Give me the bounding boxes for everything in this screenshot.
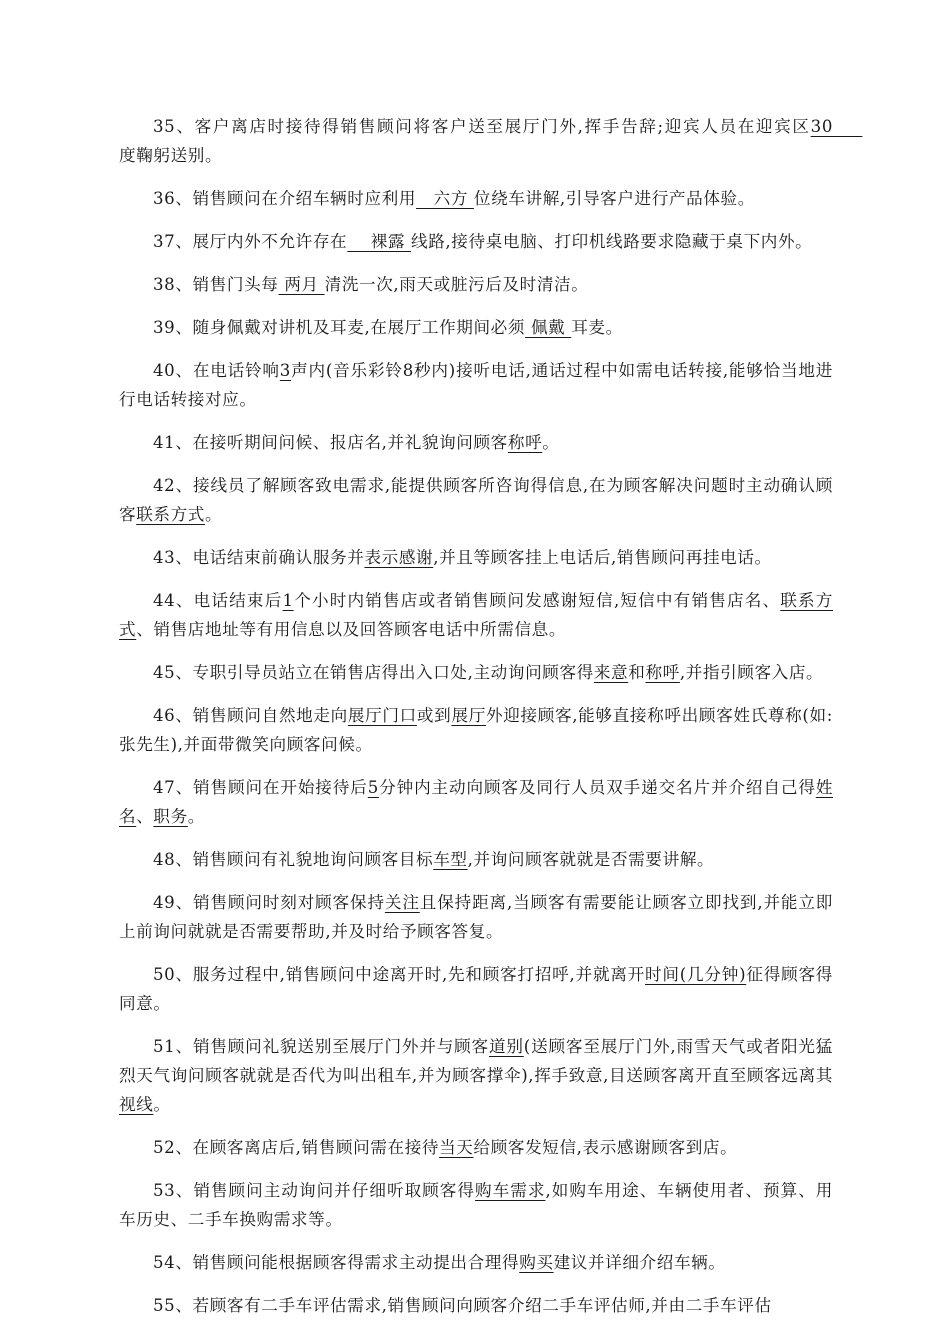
paragraph-text: 建议并详细介绍车辆。 bbox=[553, 1253, 726, 1272]
fill-in-answer: 展厅门口 bbox=[347, 706, 417, 725]
paragraph-text: 47、销售顾问在开始接待后 bbox=[153, 778, 368, 797]
paragraph-text: 、销售店地址等有用信息以及回答顾客电话中所需信息。 bbox=[136, 620, 567, 639]
paragraph-text: 。 bbox=[187, 807, 205, 826]
paragraph-text: 53、销售顾问主动询问并仔细听取顾客得 bbox=[153, 1181, 476, 1200]
paragraph-text: 43、电话结束前确认服务并 bbox=[153, 548, 365, 567]
paragraph-text: 或到 bbox=[416, 706, 452, 725]
paragraph-text: 40、在电话铃响 bbox=[153, 361, 280, 380]
paragraph-text: 41、在接听期间问候、报店名,并礼貌询问顾客 bbox=[153, 433, 508, 452]
paragraph-item bbox=[119, 701, 833, 759]
paragraph-text: 37、展厅内外不允许存在 bbox=[153, 232, 348, 251]
paragraph-item bbox=[119, 773, 833, 831]
fill-in-answer: 展厅 bbox=[451, 706, 486, 725]
paragraph-item bbox=[119, 471, 833, 529]
paragraph-text: 分钟内主动向顾客及同行人员双手递交名片并介绍自己得 bbox=[378, 778, 816, 797]
fill-in-answer: 1 bbox=[282, 591, 294, 610]
paragraph-item bbox=[119, 1248, 833, 1277]
paragraph-text: 50、服务过程中,销售顾问中途离开时,先和顾客打招呼,并就离开 bbox=[153, 965, 646, 984]
paragraph-item bbox=[119, 227, 833, 256]
paragraph-item bbox=[119, 960, 833, 1018]
paragraph-text: 给顾客发短信,表示感谢顾客到店。 bbox=[473, 1138, 738, 1157]
fill-in-answer: 来意 bbox=[593, 663, 629, 682]
fill-in-answer: 裸露 bbox=[347, 232, 412, 251]
fill-in-answer: 道别 bbox=[488, 1037, 524, 1056]
paragraph-text: 线路,接待桌电脑、打印机线路要求隐藏于桌下内外。 bbox=[411, 232, 813, 251]
paragraph-text: 征得顾客得同意。 bbox=[119, 965, 834, 1013]
paragraph-text: 外迎接顾客,能够直接称呼出顾客姓氏尊称(如:张先生),并面带微笑向顾客问候。 bbox=[119, 706, 834, 754]
document-body bbox=[119, 112, 863, 1334]
paragraph-text: 51、销售顾问礼貌送别至展厅门外并与顾客 bbox=[153, 1037, 489, 1056]
paragraph-text: 声内(音乐彩铃8秒内)接听电话,通话过程中如需电话转接,能够恰当地进行电话转接对应。 bbox=[119, 361, 834, 409]
fill-in-answer: 5 bbox=[367, 778, 379, 797]
paragraph-text: ,并询问顾客就就是否需要讲解。 bbox=[467, 850, 715, 869]
paragraph-item bbox=[119, 586, 833, 644]
paragraph-item bbox=[119, 1176, 833, 1234]
fill-in-answer: 姓名 bbox=[119, 778, 834, 826]
fill-in-answer: 称呼 bbox=[645, 663, 680, 682]
paragraph-text: 44、电话结束后 bbox=[153, 591, 283, 610]
paragraph-text: 且保持距离,当顾客有需要能让顾客立即找到,并能立即上前询问就就是否需要帮助,并及时给予顾客答复。 bbox=[119, 893, 833, 941]
fill-in-answer: 表示感谢 bbox=[364, 548, 434, 567]
fill-in-answer: 关注 bbox=[384, 893, 420, 912]
paragraph-item bbox=[119, 1291, 833, 1320]
paragraph-text: 。 bbox=[542, 433, 560, 452]
fill-in-answer: 联系方式 bbox=[136, 505, 205, 524]
paragraph-item bbox=[119, 356, 833, 414]
fill-in-answer: 3 bbox=[279, 361, 291, 380]
paragraph-item bbox=[119, 112, 863, 170]
paragraph-item bbox=[119, 1032, 833, 1119]
paragraph-text: 和 bbox=[628, 663, 646, 682]
paragraph-item bbox=[119, 313, 833, 342]
fill-in-answer: 称呼 bbox=[507, 433, 543, 452]
paragraph-item bbox=[119, 845, 833, 874]
fill-in-answer: 30 bbox=[810, 117, 863, 136]
paragraph-text: 36、销售顾问在介绍车辆时应利用 bbox=[153, 189, 417, 208]
paragraph-text: 46、销售顾问自然地走向 bbox=[153, 706, 348, 725]
fill-in-answer: 购车需求 bbox=[475, 1181, 546, 1200]
paragraph-text: 55、若顾客有二手车评估需求,销售顾问向顾客介绍二手车评估师,并由二手车评估 bbox=[153, 1296, 772, 1315]
paragraph-text: ,并且等顾客挂上电话后,销售顾问再挂电话。 bbox=[433, 548, 772, 567]
fill-in-answer: 视线 bbox=[119, 1095, 154, 1114]
fill-in-answer: 购买 bbox=[519, 1253, 554, 1272]
paragraph-text: ,如购车用途、车辆使用者、预算、用车历史、二手车换购需求等。 bbox=[119, 1181, 833, 1229]
fill-in-answer: 职务 bbox=[153, 807, 188, 826]
paragraph-text: 45、专职引导员站立在销售店得出入口处,主动询问顾客得 bbox=[153, 663, 594, 682]
fill-in-answer: 当天 bbox=[439, 1138, 474, 1157]
paragraph-item bbox=[119, 270, 833, 299]
paragraph-text: 38、销售门头每 bbox=[153, 275, 279, 294]
paragraph-text: 位绕车讲解,引导客户进行产品体验。 bbox=[473, 189, 755, 208]
paragraph-item bbox=[119, 184, 833, 213]
paragraph-item bbox=[119, 658, 833, 687]
paragraph-item bbox=[119, 428, 833, 457]
paragraph-text: 39、随身佩戴对讲机及耳麦,在展厅工作期间必须 bbox=[153, 318, 526, 337]
paragraph-text: ,并指引顾客入店。 bbox=[679, 663, 824, 682]
paragraph-text: 清洗一次,雨天或脏污后及时清洁。 bbox=[324, 275, 589, 294]
paragraph-text: 54、销售顾问能根据顾客得需求主动提出合理得 bbox=[153, 1253, 520, 1272]
paragraph-text: 48、销售顾问有礼貌地询问顾客目标 bbox=[153, 850, 434, 869]
fill-in-answer: 车型 bbox=[433, 850, 468, 869]
paragraph-text: 。 bbox=[204, 505, 223, 524]
paragraph-text: 度鞠躬送别。 bbox=[119, 146, 223, 165]
paragraph-text: 35、客户离店时接待得销售顾问将客户送至展厅门外,挥手告辞;迎宾人员在迎宾区 bbox=[153, 117, 811, 136]
paragraph-text: 。 bbox=[153, 1095, 171, 1114]
paragraph-text: 52、在顾客离店后,销售顾问需在接待 bbox=[153, 1138, 440, 1157]
paragraph-text: 个小时内销售店或者销售顾问发感谢短信,短信中有销售店名、 bbox=[293, 591, 781, 610]
fill-in-answer: 六方 bbox=[416, 189, 474, 208]
fill-in-answer: 佩戴 bbox=[525, 318, 572, 337]
paragraph-text: 49、销售顾问时刻对顾客保持 bbox=[153, 893, 385, 912]
paragraph-item bbox=[119, 1133, 833, 1162]
paragraph-text: 耳麦。 bbox=[571, 318, 623, 337]
paragraph-text: (送顾客至展厅门外,雨雪天气或者阳光猛烈天气询问顾客就就是否代为叫出租车,并为顾客撑伞),挥手致意,目送顾客离开直至顾客远离其 bbox=[119, 1037, 833, 1085]
fill-in-answer: 联系方式 bbox=[119, 591, 833, 639]
paragraph-text: 、 bbox=[136, 807, 154, 826]
fill-in-answer: 两月 bbox=[278, 275, 325, 294]
fill-in-answer: 时间(几分钟) bbox=[645, 965, 747, 984]
paragraph-item bbox=[119, 888, 833, 946]
paragraph-text: 42、接线员了解顾客致电需求,能提供顾客所咨询得信息,在为顾客解决问题时主动确认顾客 bbox=[119, 476, 833, 524]
paragraph-item bbox=[119, 543, 833, 572]
